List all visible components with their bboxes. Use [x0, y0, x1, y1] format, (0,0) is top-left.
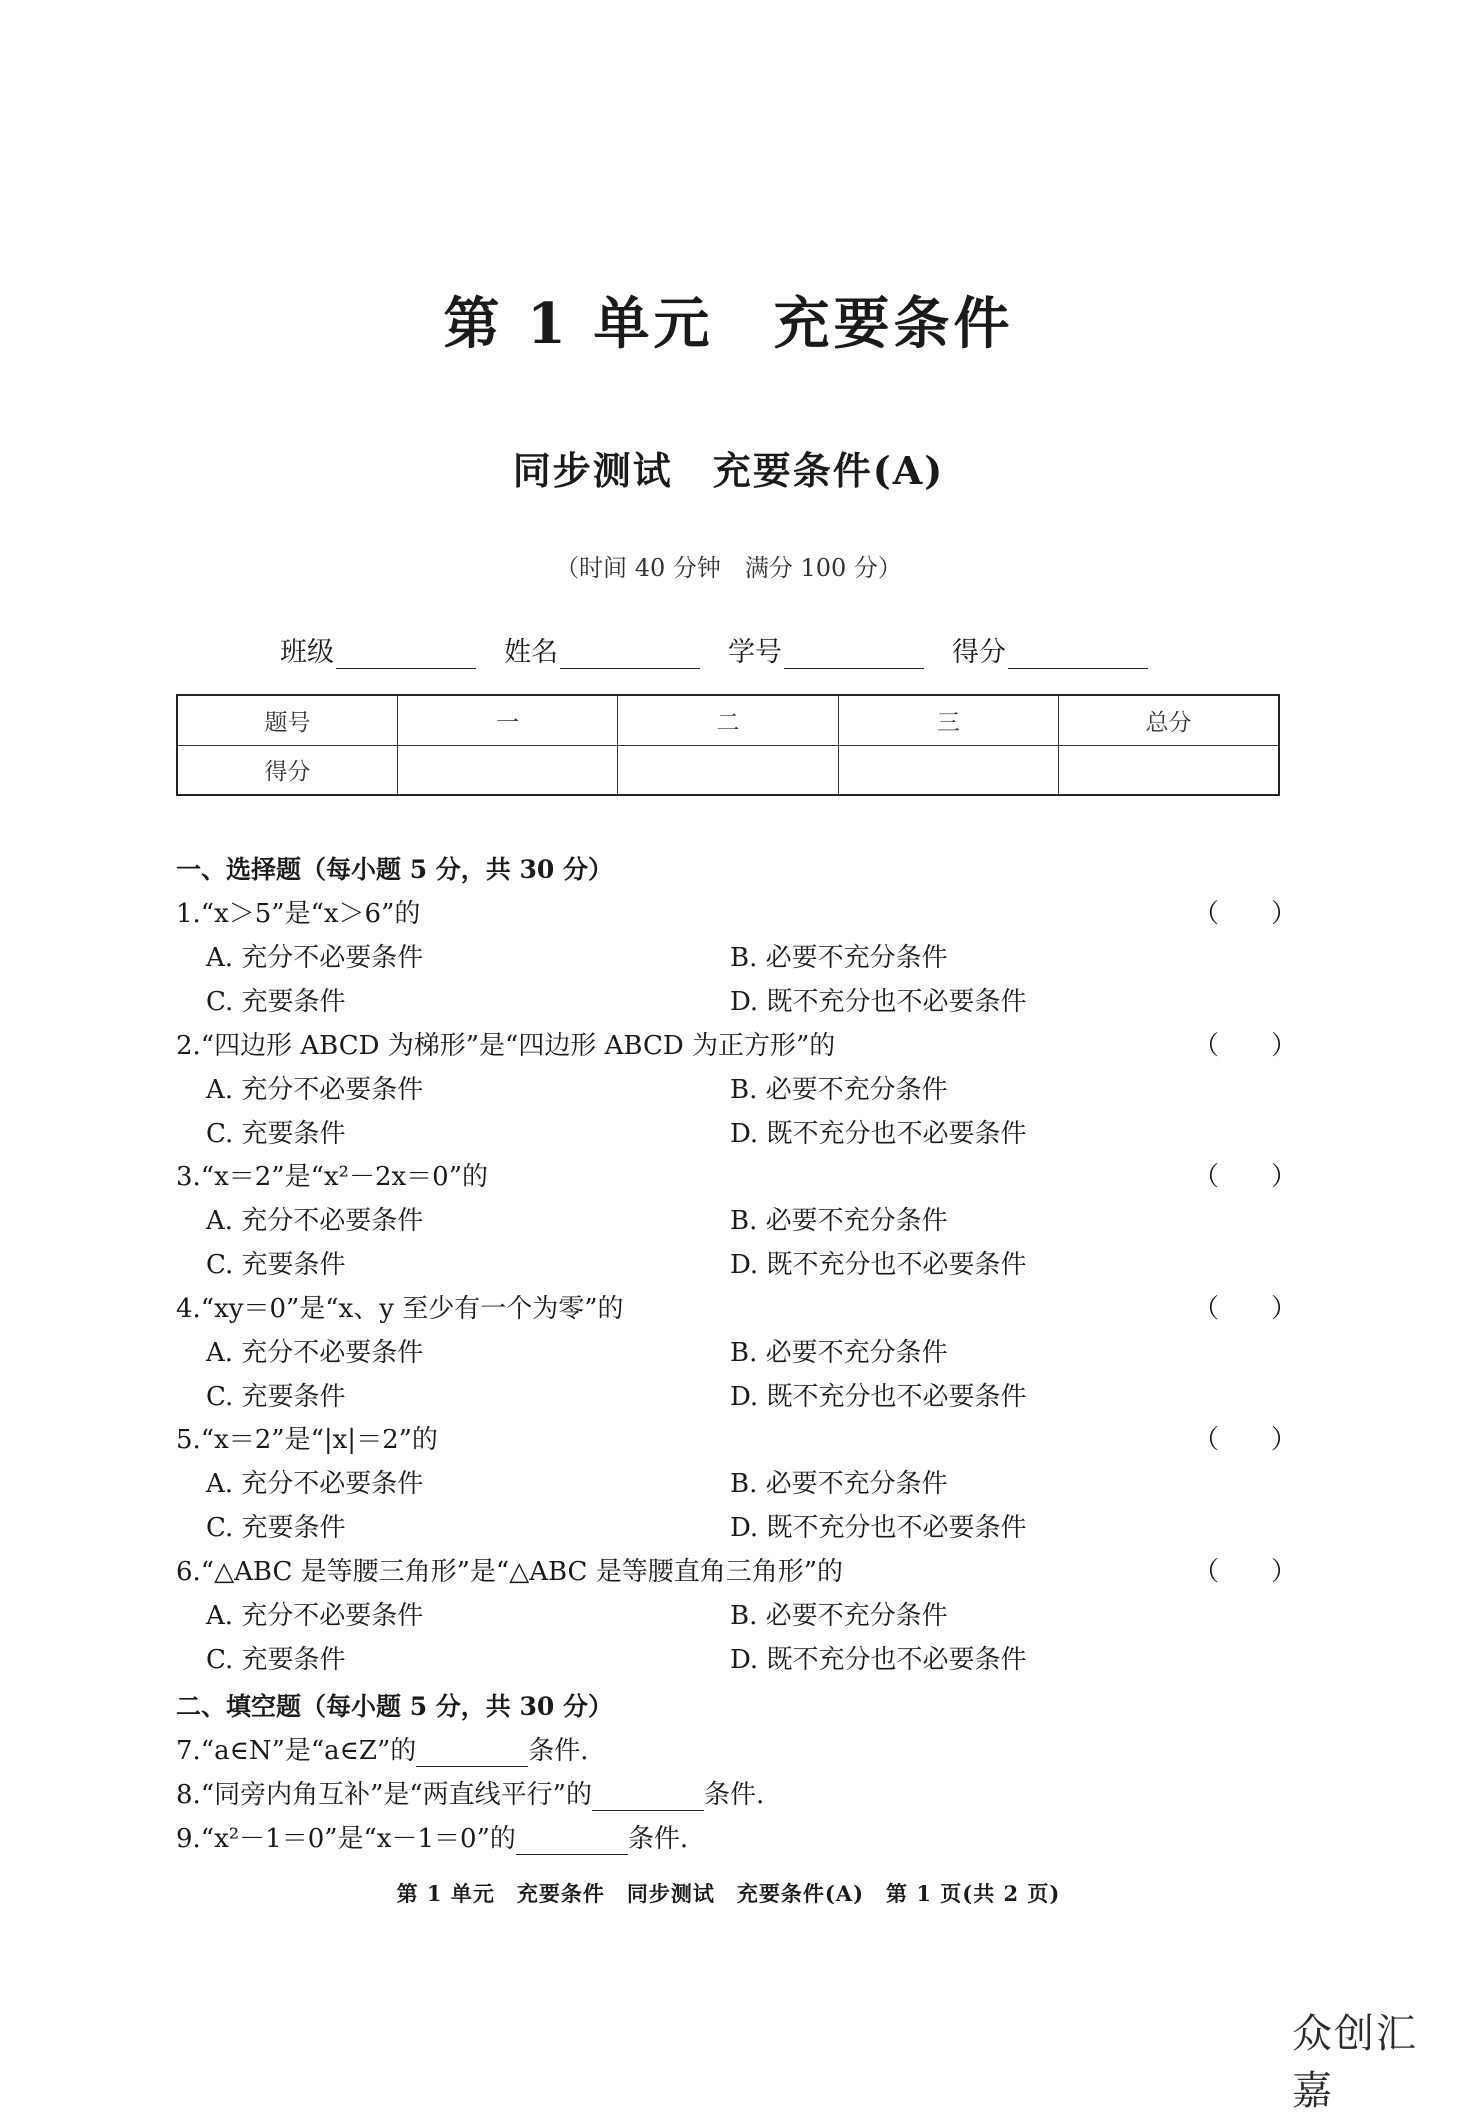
question-text: 4.“xy＝0”是“x、y 至少有一个为零”的	[176, 1293, 624, 1324]
option-a: A. 充分不必要条件	[206, 1337, 424, 1368]
option-b: B. 必要不充分条件	[730, 1600, 948, 1631]
question-5	[176, 1419, 1280, 1456]
option-b: B. 必要不充分条件	[730, 1074, 948, 1105]
option-b: B. 必要不充分条件	[730, 1469, 948, 1499]
option-c: C. 充要条件	[206, 1513, 346, 1543]
question-text: 2.“四边形 ABCD 为梯形”是“四边形 ABCD 为正方形”的	[176, 1030, 836, 1061]
option-c: C. 充要条件	[206, 1381, 346, 1412]
answer-paren[interactable]: （ ）	[1193, 1425, 1298, 1455]
score-table-cell[interactable]	[618, 745, 838, 795]
option-b: B. 必要不充分条件	[730, 1206, 948, 1236]
option-d: D. 既不充分也不必要条件	[730, 1250, 1027, 1280]
fill-question-suffix: 条件.	[703, 1780, 765, 1810]
fill-question-suffix: 条件.	[627, 1824, 689, 1854]
score-table-cell[interactable]	[397, 745, 617, 795]
unit-title: 第 1 单元 充要条件	[443, 291, 1014, 357]
student-info-line	[280, 630, 1180, 669]
option-d: D. 既不充分也不必要条件	[730, 1644, 1027, 1675]
score-table-cell: 总分	[1059, 695, 1279, 745]
option-a: A. 充分不必要条件	[206, 1074, 424, 1105]
info-score	[952, 630, 1148, 669]
fill-question-text: 8.“同旁内角互补”是“两直线平行”的	[176, 1780, 592, 1810]
fill-question-8	[176, 1774, 1280, 1811]
question-6	[176, 1551, 1280, 1588]
option-d: D. 既不充分也不必要条件	[730, 1513, 1027, 1543]
answer-paren[interactable]: （ ）	[1193, 1030, 1298, 1061]
option-c: C. 充要条件	[206, 1644, 346, 1675]
option-a: A. 充分不必要条件	[206, 1600, 424, 1631]
question-text: 3.“x＝2”是“x²－2x＝0”的	[176, 1162, 489, 1192]
info-class	[280, 630, 476, 669]
score-table	[176, 694, 1280, 796]
info-class-label: 班级	[280, 637, 334, 668]
score-table-cell: 题号	[177, 695, 397, 745]
option-a: A. 充分不必要条件	[206, 1206, 424, 1236]
fill-question-7	[176, 1730, 1280, 1767]
question-text: 6.“△ABC 是等腰三角形”是“△ABC 是等腰直角三角形”的	[176, 1556, 844, 1587]
score-table-cell[interactable]	[1059, 745, 1279, 795]
option-d: D. 既不充分也不必要条件	[730, 1381, 1027, 1412]
page-footer: 第 1 单元 充要条件 同步测试 充要条件(A) 第 1 页(共 2 页)	[396, 1881, 1061, 1906]
question-2	[176, 1025, 1280, 1062]
option-a: A. 充分不必要条件	[206, 943, 424, 973]
info-number	[728, 630, 924, 669]
question-text: 5.“x＝2”是“|x|＝2”的	[176, 1425, 438, 1455]
fill-blank[interactable]	[516, 1828, 628, 1855]
answer-paren[interactable]: （ ）	[1193, 899, 1298, 929]
info-name	[504, 630, 700, 669]
option-b: B. 必要不充分条件	[730, 1337, 948, 1368]
option-c: C. 充要条件	[206, 987, 346, 1017]
score-table-cell: 得分	[177, 745, 397, 795]
question-1	[176, 893, 1280, 930]
fill-question-text: 9.“x²－1＝0”是“x－1＝0”的	[176, 1824, 516, 1854]
info-score-label: 得分	[952, 637, 1006, 668]
score-table-cell[interactable]	[838, 745, 1058, 795]
score-table-cell: 三	[838, 695, 1058, 745]
score-table-cell: 一	[397, 695, 617, 745]
info-class-blank[interactable]	[336, 636, 476, 669]
section1-title: 一、选择题（每小题 5 分，共 30 分）	[176, 855, 614, 884]
question-4	[176, 1288, 1280, 1325]
option-a: A. 充分不必要条件	[206, 1469, 424, 1499]
score-table-header-row	[177, 695, 1279, 745]
fill-blank[interactable]	[592, 1784, 704, 1811]
score-table-cell: 二	[618, 695, 838, 745]
answer-paren[interactable]: （ ）	[1193, 1556, 1298, 1587]
info-number-blank[interactable]	[784, 636, 924, 669]
info-number-label: 学号	[728, 637, 782, 668]
sub-title: 同步测试 充要条件(A)	[512, 448, 945, 493]
question-3	[176, 1156, 1280, 1193]
score-table-score-row	[177, 745, 1279, 795]
answer-paren[interactable]: （ ）	[1193, 1293, 1298, 1324]
fill-blank[interactable]	[416, 1740, 528, 1767]
section2-title: 二、填空题（每小题 5 分，共 30 分）	[176, 1692, 614, 1721]
info-name-label: 姓名	[504, 637, 558, 668]
option-d: D. 既不充分也不必要条件	[730, 987, 1027, 1017]
fill-question-9	[176, 1818, 1280, 1855]
fill-question-text: 7.“a∈N”是“a∈Z”的	[176, 1736, 417, 1766]
watermark-logo: 众创汇嘉	[1292, 2011, 1418, 2114]
option-d: D. 既不充分也不必要条件	[730, 1118, 1027, 1149]
option-c: C. 充要条件	[206, 1118, 346, 1149]
question-text: 1.“x＞5”是“x＞6”的	[176, 899, 421, 929]
time-note: （时间 40 分钟 满分 100 分）	[555, 554, 902, 582]
info-score-blank[interactable]	[1008, 636, 1148, 669]
answer-paren[interactable]: （ ）	[1193, 1162, 1298, 1192]
info-name-blank[interactable]	[560, 636, 700, 669]
option-c: C. 充要条件	[206, 1250, 346, 1280]
option-b: B. 必要不充分条件	[730, 943, 948, 973]
fill-question-suffix: 条件.	[528, 1736, 589, 1766]
